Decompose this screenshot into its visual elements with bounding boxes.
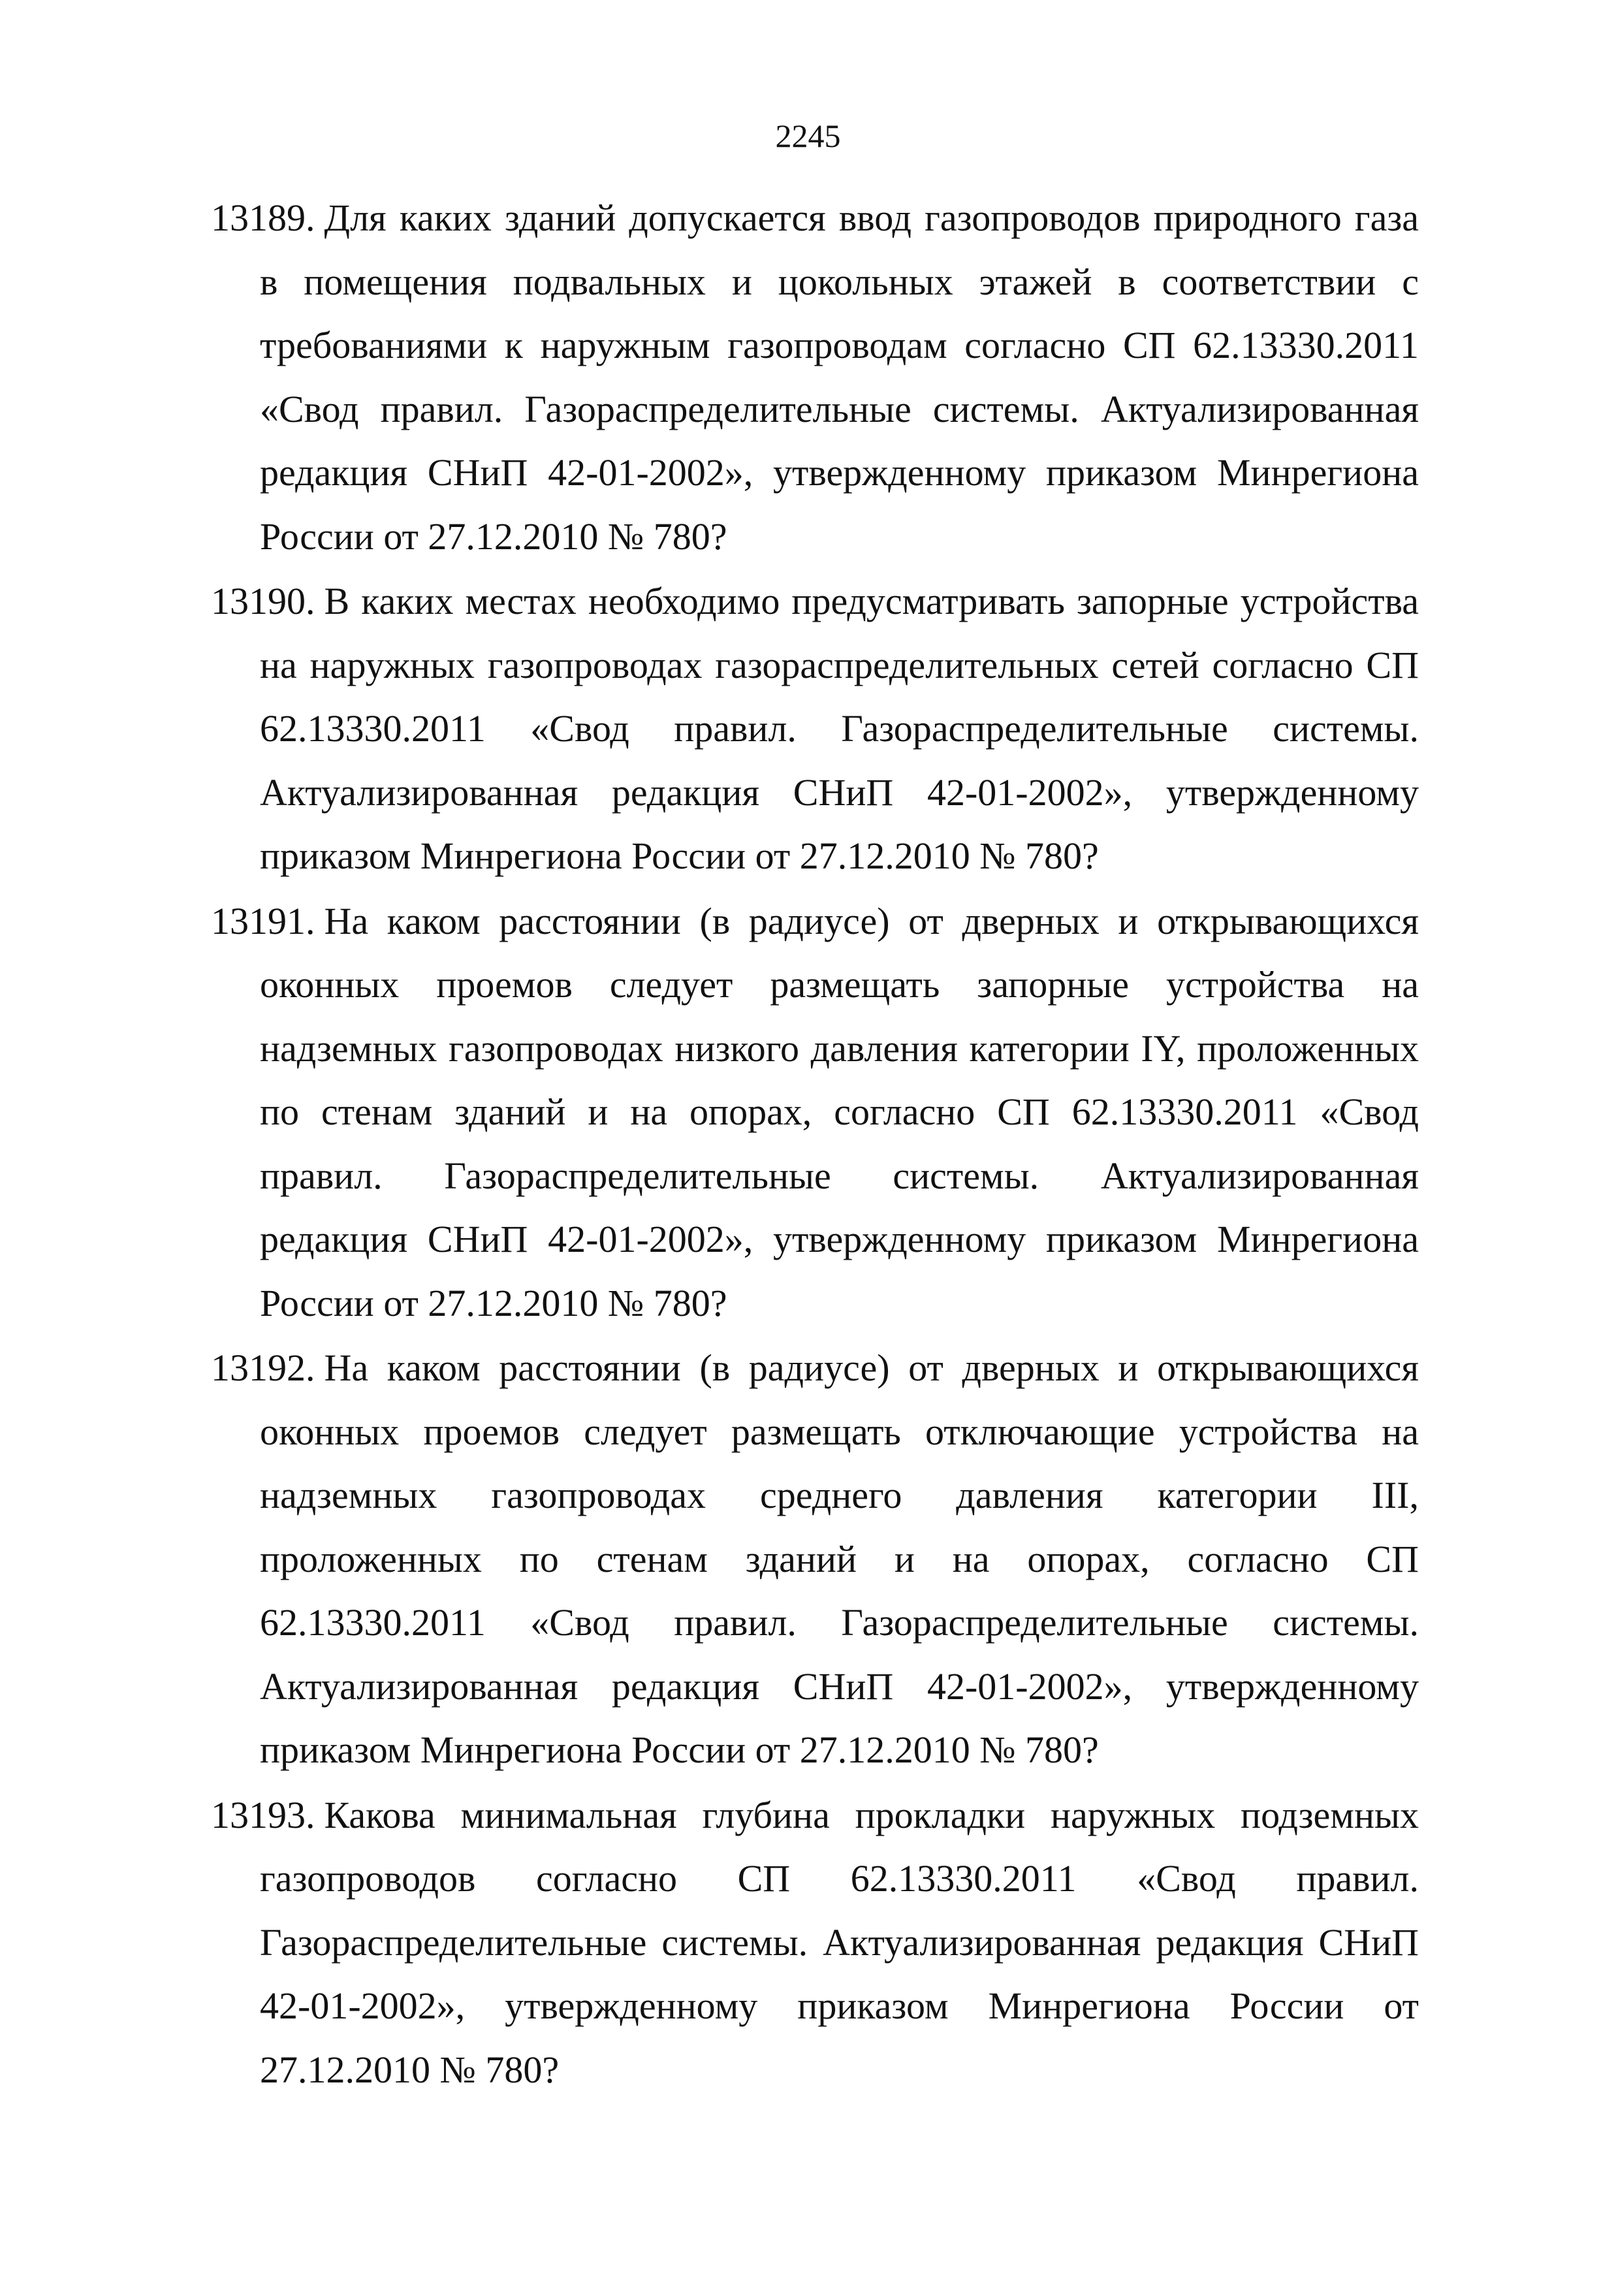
question-text: На каком расстоянии (в радиусе) от дверных и открывающихся оконных проемов следует размещать отключающие устройства на надземных газопроводах среднего давления категории III, проложенных по стенам зданий и на опорах, согласно СП 62.13330.2011 «Свод правил. Газораспределительные системы. Актуализированная редакция СНиП 42-01-2002», утвержденному приказом Минрегиона России от 27.12.2010 № 780? xyxy=(260,1347,1419,1771)
page-number: 2245 xyxy=(775,118,841,154)
question-13190 xyxy=(211,569,1419,888)
question-13189 xyxy=(211,186,1419,568)
question-number: 13190. xyxy=(211,580,315,622)
question-13192 xyxy=(211,1336,1419,1782)
question-text: Для каких зданий допускается ввод газопроводов природного газа в помещения подвальных и цокольных этажей в соответствии с требованиями к наружным газопроводам согласно СП 62.13330.2011 «Свод правил. Газораспределительные системы. Актуализированная редакция СНиП 42-01-2002», утвержденному приказом Минрегиона России от 27.12.2010 № 780? xyxy=(260,197,1419,558)
question-text: На каком расстоянии (в радиусе) от дверных и открывающихся оконных проемов следует размещать запорные устройства на надземных газопроводах низкого давления категории IY, проложенных по стенам зданий и на опорах, согласно СП 62.13330.2011 «Свод правил. Газораспределительные системы. Актуализированная редакция СНиП 42-01-2002», утвержденному приказом Минрегиона России от 27.12.2010 № 780? xyxy=(260,899,1419,1324)
question-list xyxy=(211,186,1419,2103)
question-number: 13193. xyxy=(211,1793,315,1836)
question-number: 13191. xyxy=(211,899,315,942)
question-number: 13189. xyxy=(211,197,315,239)
question-13191 xyxy=(211,889,1419,1335)
question-text: Какова минимальная глубина прокладки наружных подземных газопроводов согласно СП 62.13330.2011 «Свод правил. Газораспределительные системы. Актуализированная редакция СНиП 42-01-2002», утвержденному приказом Минрегиона России от 27.12.2010 № 780? xyxy=(260,1793,1419,2091)
question-text: В каких местах необходимо предусматривать запорные устройства на наружных газопроводах газораспределительных сетей согласно СП 62.13330.2011 «Свод правил. Газораспределительные системы. Актуализированная редакция СНиП 42-01-2002», утвержденному приказом Минрегиона России от 27.12.2010 № 780? xyxy=(260,580,1419,877)
question-13193 xyxy=(211,1783,1419,2102)
question-number: 13192. xyxy=(211,1347,315,1389)
